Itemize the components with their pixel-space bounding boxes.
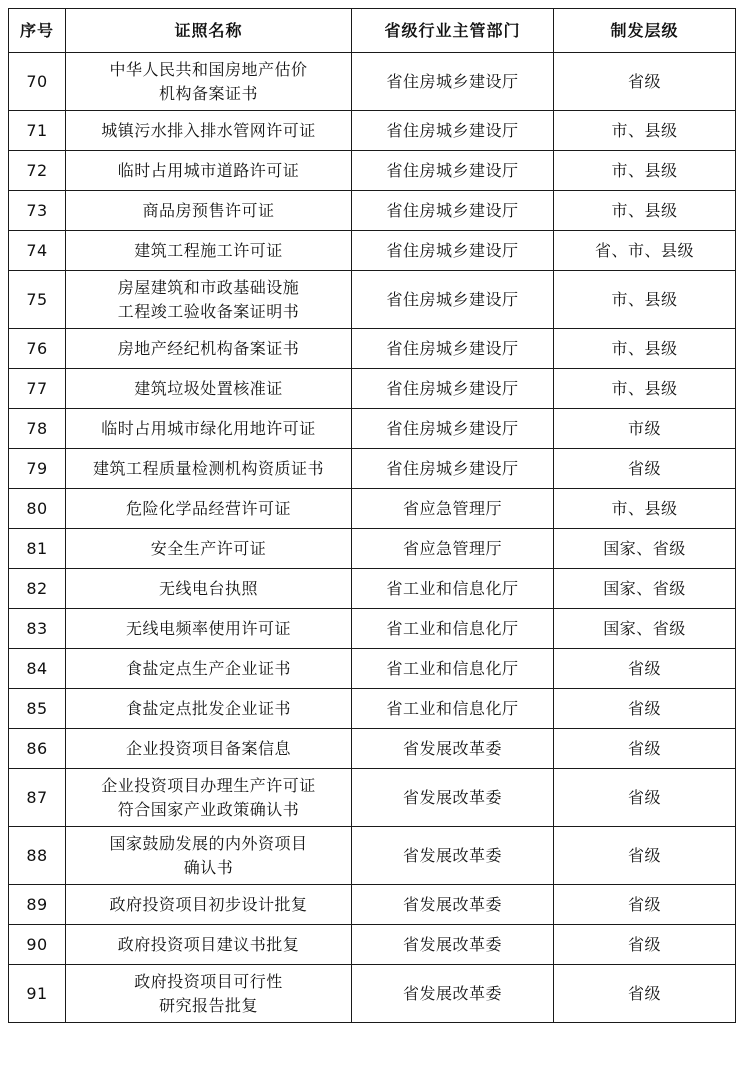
- cell-dept: 省发展改革委: [352, 925, 554, 965]
- cell-name-line: 无线电台执照: [158, 578, 258, 598]
- cell-level: 省级: [554, 449, 736, 489]
- cell-level: 国家、省级: [554, 529, 736, 569]
- cell-name: [66, 609, 352, 649]
- cell-dept: 省住房城乡建设厅: [352, 271, 554, 329]
- cell-dept: 省住房城乡建设厅: [352, 151, 554, 191]
- cell-level: 省级: [554, 769, 736, 827]
- cell-name-line: 建筑工程质量检测机构资质证书: [92, 458, 324, 478]
- cell-level: 市、县级: [554, 271, 736, 329]
- cell-name-line: 机构备案证书: [158, 83, 258, 103]
- cell-dept: 省发展改革委: [352, 885, 554, 925]
- cell-level: 省、市、县级: [554, 231, 736, 271]
- cell-name-line: 危险化学品经营许可证: [125, 498, 291, 518]
- table-row: [9, 729, 736, 769]
- cell-level: 省级: [554, 53, 736, 111]
- table-row: [9, 449, 736, 489]
- cell-seq: 90: [9, 925, 66, 965]
- table-row: [9, 231, 736, 271]
- cell-level: 市、县级: [554, 329, 736, 369]
- table-row: [9, 609, 736, 649]
- cell-dept: 省发展改革委: [352, 729, 554, 769]
- cell-name: [66, 409, 352, 449]
- cell-name: [66, 151, 352, 191]
- document-page: [8, 8, 735, 1023]
- cell-name: [66, 827, 352, 885]
- table-row: [9, 271, 736, 329]
- cell-level: 国家、省级: [554, 569, 736, 609]
- cell-name: [66, 489, 352, 529]
- cell-name-line: 临时占用城市绿化用地许可证: [101, 418, 316, 438]
- cell-name: [66, 689, 352, 729]
- cell-name-line: 商品房预售许可证: [142, 200, 275, 220]
- table-row: [9, 769, 736, 827]
- table-row: [9, 369, 736, 409]
- table-row: [9, 111, 736, 151]
- cell-name-line: 安全生产许可证: [150, 538, 267, 558]
- cell-level: 省级: [554, 689, 736, 729]
- cell-dept: 省住房城乡建设厅: [352, 329, 554, 369]
- cell-dept: 省发展改革委: [352, 827, 554, 885]
- cell-name-line: 临时占用城市道路许可证: [117, 160, 300, 180]
- cell-name: [66, 729, 352, 769]
- cell-name: [66, 569, 352, 609]
- cell-name-line: 建筑垃圾处置核准证: [134, 378, 283, 398]
- cell-seq: 76: [9, 329, 66, 369]
- cell-dept: 省工业和信息化厅: [352, 649, 554, 689]
- cell-seq: 78: [9, 409, 66, 449]
- cell-name: [66, 885, 352, 925]
- table-row: [9, 965, 736, 1023]
- cell-name: [66, 529, 352, 569]
- cell-seq: 80: [9, 489, 66, 529]
- cell-dept: 省发展改革委: [352, 769, 554, 827]
- cell-dept: 省发展改革委: [352, 965, 554, 1023]
- cell-name: [66, 769, 352, 827]
- cell-dept: 省住房城乡建设厅: [352, 191, 554, 231]
- cell-seq: 70: [9, 53, 66, 111]
- cell-dept: 省工业和信息化厅: [352, 569, 554, 609]
- cell-level: 省级: [554, 965, 736, 1023]
- cell-seq: 85: [9, 689, 66, 729]
- cell-seq: 71: [9, 111, 66, 151]
- cell-name: [66, 965, 352, 1023]
- table-row: [9, 649, 736, 689]
- cell-level: 市、县级: [554, 369, 736, 409]
- cell-name-line: 企业投资项目办理生产许可证: [101, 775, 316, 795]
- cell-name-line: 建筑工程施工许可证: [134, 240, 283, 260]
- cell-name-line: 房地产经纪机构备案证书: [117, 338, 300, 358]
- table-row: [9, 489, 736, 529]
- cell-seq: 82: [9, 569, 66, 609]
- cell-dept: 省工业和信息化厅: [352, 689, 554, 729]
- header-name: 证照名称: [66, 9, 352, 53]
- table-row: [9, 151, 736, 191]
- table-row: [9, 925, 736, 965]
- cell-name-line: 确认书: [183, 857, 234, 877]
- table-body: [9, 53, 736, 1023]
- cell-name-line: 符合国家产业政策确认书: [117, 799, 300, 819]
- certificate-table: [8, 8, 736, 1023]
- cell-seq: 87: [9, 769, 66, 827]
- cell-seq: 84: [9, 649, 66, 689]
- cell-name: [66, 191, 352, 231]
- cell-level: 市、县级: [554, 191, 736, 231]
- cell-seq: 73: [9, 191, 66, 231]
- table-row: [9, 409, 736, 449]
- cell-level: 省级: [554, 729, 736, 769]
- cell-name-line: 食盐定点批发企业证书: [125, 698, 291, 718]
- table-row: [9, 191, 736, 231]
- table-row: [9, 827, 736, 885]
- cell-name-line: 工程竣工验收备案证明书: [117, 301, 300, 321]
- cell-name: [66, 449, 352, 489]
- cell-level: 省级: [554, 925, 736, 965]
- table-row: [9, 529, 736, 569]
- cell-seq: 86: [9, 729, 66, 769]
- cell-dept: 省住房城乡建设厅: [352, 231, 554, 271]
- header-seq: 序号: [9, 9, 66, 53]
- cell-dept: 省工业和信息化厅: [352, 609, 554, 649]
- cell-dept: 省住房城乡建设厅: [352, 449, 554, 489]
- cell-name-line: 政府投资项目可行性: [134, 971, 283, 991]
- table-row: [9, 689, 736, 729]
- table-row: [9, 885, 736, 925]
- cell-name: [66, 53, 352, 111]
- cell-name: [66, 925, 352, 965]
- cell-seq: 91: [9, 965, 66, 1023]
- cell-name-line: 房屋建筑和市政基础设施: [117, 277, 300, 297]
- cell-name: [66, 271, 352, 329]
- cell-name-line: 政府投资项目建议书批复: [117, 934, 300, 954]
- cell-name: [66, 231, 352, 271]
- cell-dept: 省住房城乡建设厅: [352, 369, 554, 409]
- cell-seq: 89: [9, 885, 66, 925]
- cell-name: [66, 369, 352, 409]
- header-dept: 省级行业主管部门: [352, 9, 554, 53]
- cell-level: 省级: [554, 885, 736, 925]
- table-row: [9, 329, 736, 369]
- cell-name-line: 政府投资项目初步设计批复: [109, 894, 308, 914]
- cell-dept: 省应急管理厅: [352, 529, 554, 569]
- cell-seq: 83: [9, 609, 66, 649]
- cell-seq: 81: [9, 529, 66, 569]
- cell-dept: 省应急管理厅: [352, 489, 554, 529]
- table-row: [9, 53, 736, 111]
- cell-seq: 72: [9, 151, 66, 191]
- cell-level: 省级: [554, 827, 736, 885]
- cell-name: [66, 111, 352, 151]
- cell-seq: 75: [9, 271, 66, 329]
- cell-dept: 省住房城乡建设厅: [352, 111, 554, 151]
- header-level: 制发层级: [554, 9, 736, 53]
- cell-level: 省级: [554, 649, 736, 689]
- table-header: [9, 9, 736, 53]
- cell-level: 国家、省级: [554, 609, 736, 649]
- cell-name-line: 食盐定点生产企业证书: [125, 658, 291, 678]
- cell-name-line: 企业投资项目备案信息: [125, 738, 291, 758]
- cell-level: 市级: [554, 409, 736, 449]
- cell-name: [66, 329, 352, 369]
- cell-level: 市、县级: [554, 151, 736, 191]
- cell-name-line: 国家鼓励发展的内外资项目: [109, 833, 308, 853]
- cell-dept: 省住房城乡建设厅: [352, 53, 554, 111]
- cell-seq: 77: [9, 369, 66, 409]
- cell-name-line: 城镇污水排入排水管网许可证: [101, 120, 316, 140]
- cell-seq: 79: [9, 449, 66, 489]
- cell-name-line: 研究报告批复: [158, 995, 258, 1015]
- cell-level: 市、县级: [554, 111, 736, 151]
- cell-dept: 省住房城乡建设厅: [352, 409, 554, 449]
- table-row: [9, 569, 736, 609]
- cell-name: [66, 649, 352, 689]
- cell-level: 市、县级: [554, 489, 736, 529]
- cell-seq: 88: [9, 827, 66, 885]
- header-row: [9, 9, 736, 53]
- cell-name-line: 无线电频率使用许可证: [125, 618, 291, 638]
- cell-seq: 74: [9, 231, 66, 271]
- cell-name-line: 中华人民共和国房地产估价: [109, 59, 308, 79]
